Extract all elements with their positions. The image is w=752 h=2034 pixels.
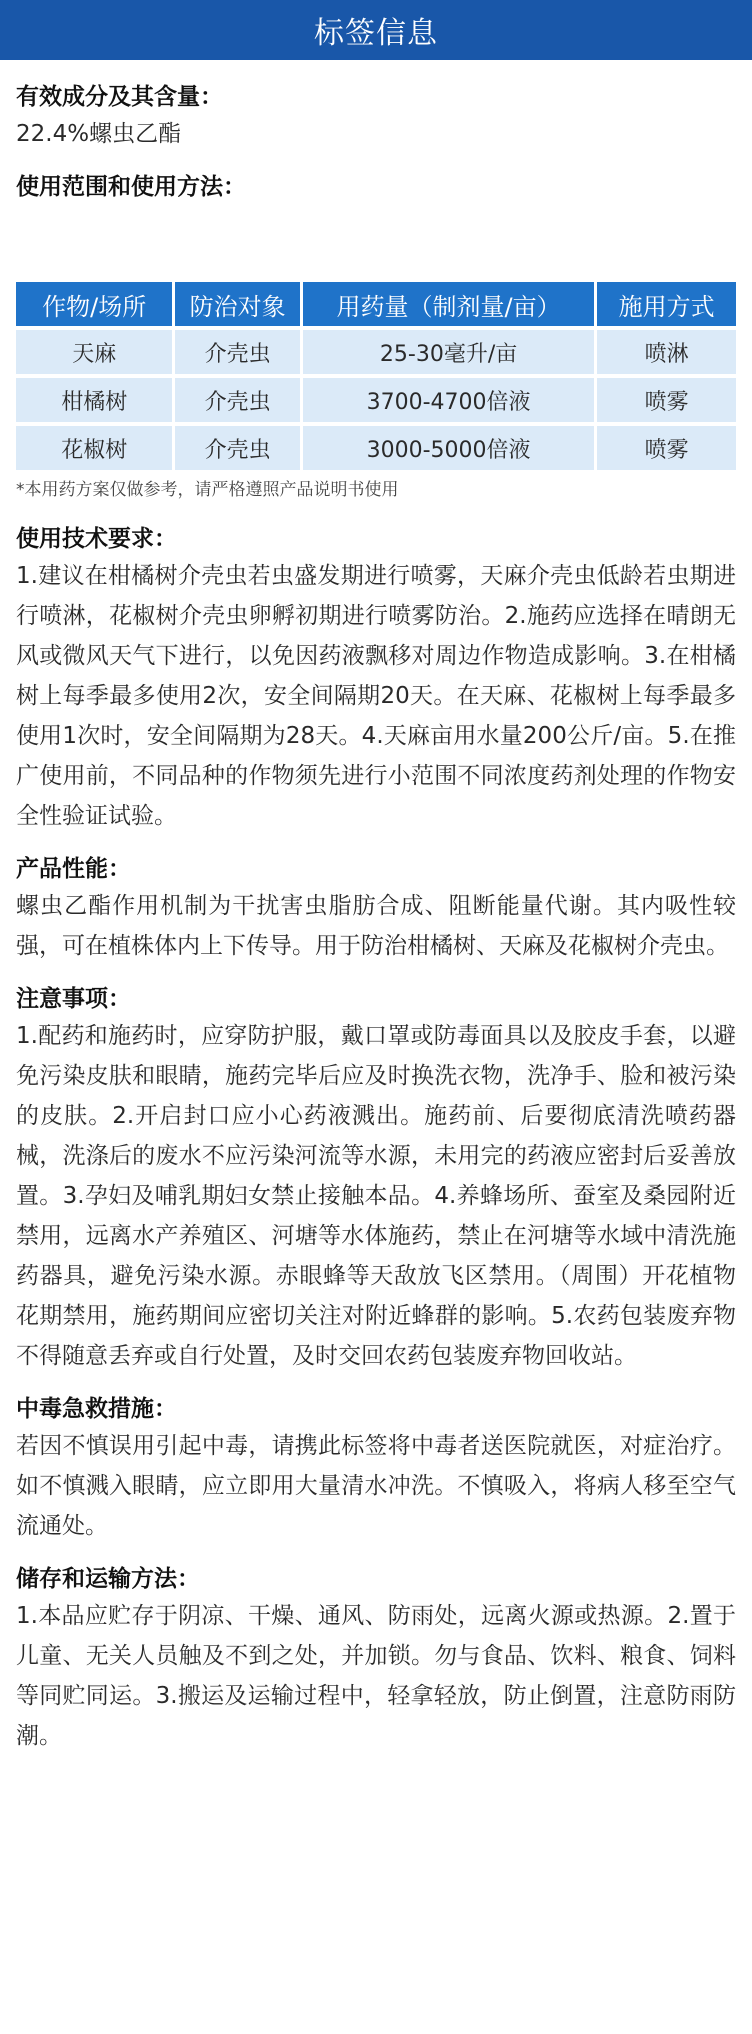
dosage-table	[13, 278, 739, 474]
table-cell: 喷淋	[597, 330, 736, 374]
table-cell: 介壳虫	[175, 426, 299, 470]
table-cell: 介壳虫	[175, 330, 299, 374]
table-header-cell: 防治对象	[175, 282, 299, 326]
table-header-cell: 作物/场所	[16, 282, 172, 326]
table-cell: 花椒树	[16, 426, 172, 470]
performance-text: 螺虫乙酯作用机制为干扰害虫脂肪合成、阻断能量代谢。其内吸性较强，可在植株体内上下传导。用于防治柑橘树、天麻及花椒树介壳虫。	[16, 893, 736, 959]
table-cell: 喷雾	[597, 378, 736, 422]
table-header-row	[16, 282, 736, 326]
table-cell: 3700-4700倍液	[303, 378, 595, 422]
page-title: 标签信息	[314, 16, 438, 51]
table-cell: 柑橘树	[16, 378, 172, 422]
table-header-cell: 施用方式	[597, 282, 736, 326]
storage-text: 1.本品应贮存于阴凉、干燥、通风、防雨处，远离火源或热源。2.置于儿童、无关人员触及不到之处，并加锁。勿与食品、饮料、粮食、饲料等同贮同运。3.搬运及运输过程中，轻拿轻放，防止倒置，注意防雨防潮。	[16, 1603, 736, 1749]
table-row	[16, 330, 736, 374]
section-title-performance: 产品性能：	[16, 856, 131, 882]
table-cell: 喷雾	[597, 426, 736, 470]
table-cell: 25-30毫升/亩	[303, 330, 595, 374]
label-content	[0, 60, 752, 1756]
table-header-cell: 用药量（制剂量/亩）	[303, 282, 595, 326]
section-title-ingredient: 有效成分及其含量：	[16, 84, 223, 110]
section-tech	[16, 522, 736, 836]
section-storage	[16, 1562, 736, 1756]
page-header	[0, 0, 752, 60]
section-ingredient	[16, 80, 736, 154]
section-firstaid	[16, 1392, 736, 1546]
section-usage	[16, 170, 736, 204]
table-note: *本用药方案仅做参考，请严格遵照产品说明书使用	[16, 480, 399, 500]
table-cell: 天麻	[16, 330, 172, 374]
tech-text: 1.建议在柑橘树介壳虫若虫盛发期进行喷雾，天麻介壳虫低龄若虫期进行喷淋，花椒树介壳虫卵孵初期进行喷雾防治。2.施药应选择在晴朗无风或微风天气下进行，以免因药液飘移对周边作物造成影响。3.在柑橘树上每季最多使用2次，安全间隔期20天。在天麻、花椒树上每季最多使用1次时，安全间隔期为28天。4.天麻亩用水量200公斤/亩。5.在推广使用前，不同品种的作物须先进行小范围不同浓度药剂处理的作物安全性验证试验。	[16, 563, 736, 829]
section-title-usage: 使用范围和使用方法：	[16, 174, 246, 200]
table-row	[16, 378, 736, 422]
section-performance	[16, 852, 736, 966]
table-cell: 介壳虫	[175, 378, 299, 422]
section-title-firstaid: 中毒急救措施：	[16, 1396, 177, 1422]
section-title-tech: 使用技术要求：	[16, 526, 177, 552]
table-row	[16, 426, 736, 470]
table-cell: 3000-5000倍液	[303, 426, 595, 470]
section-title-caution: 注意事项：	[16, 986, 131, 1012]
firstaid-text: 若因不慎误用引起中毒，请携此标签将中毒者送医院就医，对症治疗。如不慎溅入眼睛，应立即用大量清水冲洗。不慎吸入，将病人移至空气流通处。	[16, 1433, 736, 1539]
section-caution	[16, 982, 736, 1376]
section-title-storage: 储存和运输方法：	[16, 1566, 200, 1592]
caution-text: 1.配药和施药时，应穿防护服，戴口罩或防毒面具以及胶皮手套，以避免污染皮肤和眼睛，施药完毕后应及时换洗衣物，洗净手、脸和被污染的皮肤。2.开启封口应小心药液溅出。施药前、后要彻底清洗喷药器械，洗涤后的废水不应污染河流等水源，未用完的药液应密封后妥善放置。3.孕妇及哺乳期妇女禁止接触本品。4.养蜂场所、蚕室及桑园附近禁用，远离水产养殖区、河塘等水体施药，禁止在河塘等水域中清洗施药器具，避免污染水源。赤眼蜂等天敌放飞区禁用。（周围）开花植物花期禁用，施药期间应密切关注对附近蜂群的影响。5.农药包装废弃物不得随意丢弃或自行处置，及时交回农药包装废弃物回收站。	[16, 1023, 736, 1369]
ingredient-text: 22.4%螺虫乙酯	[16, 121, 182, 147]
